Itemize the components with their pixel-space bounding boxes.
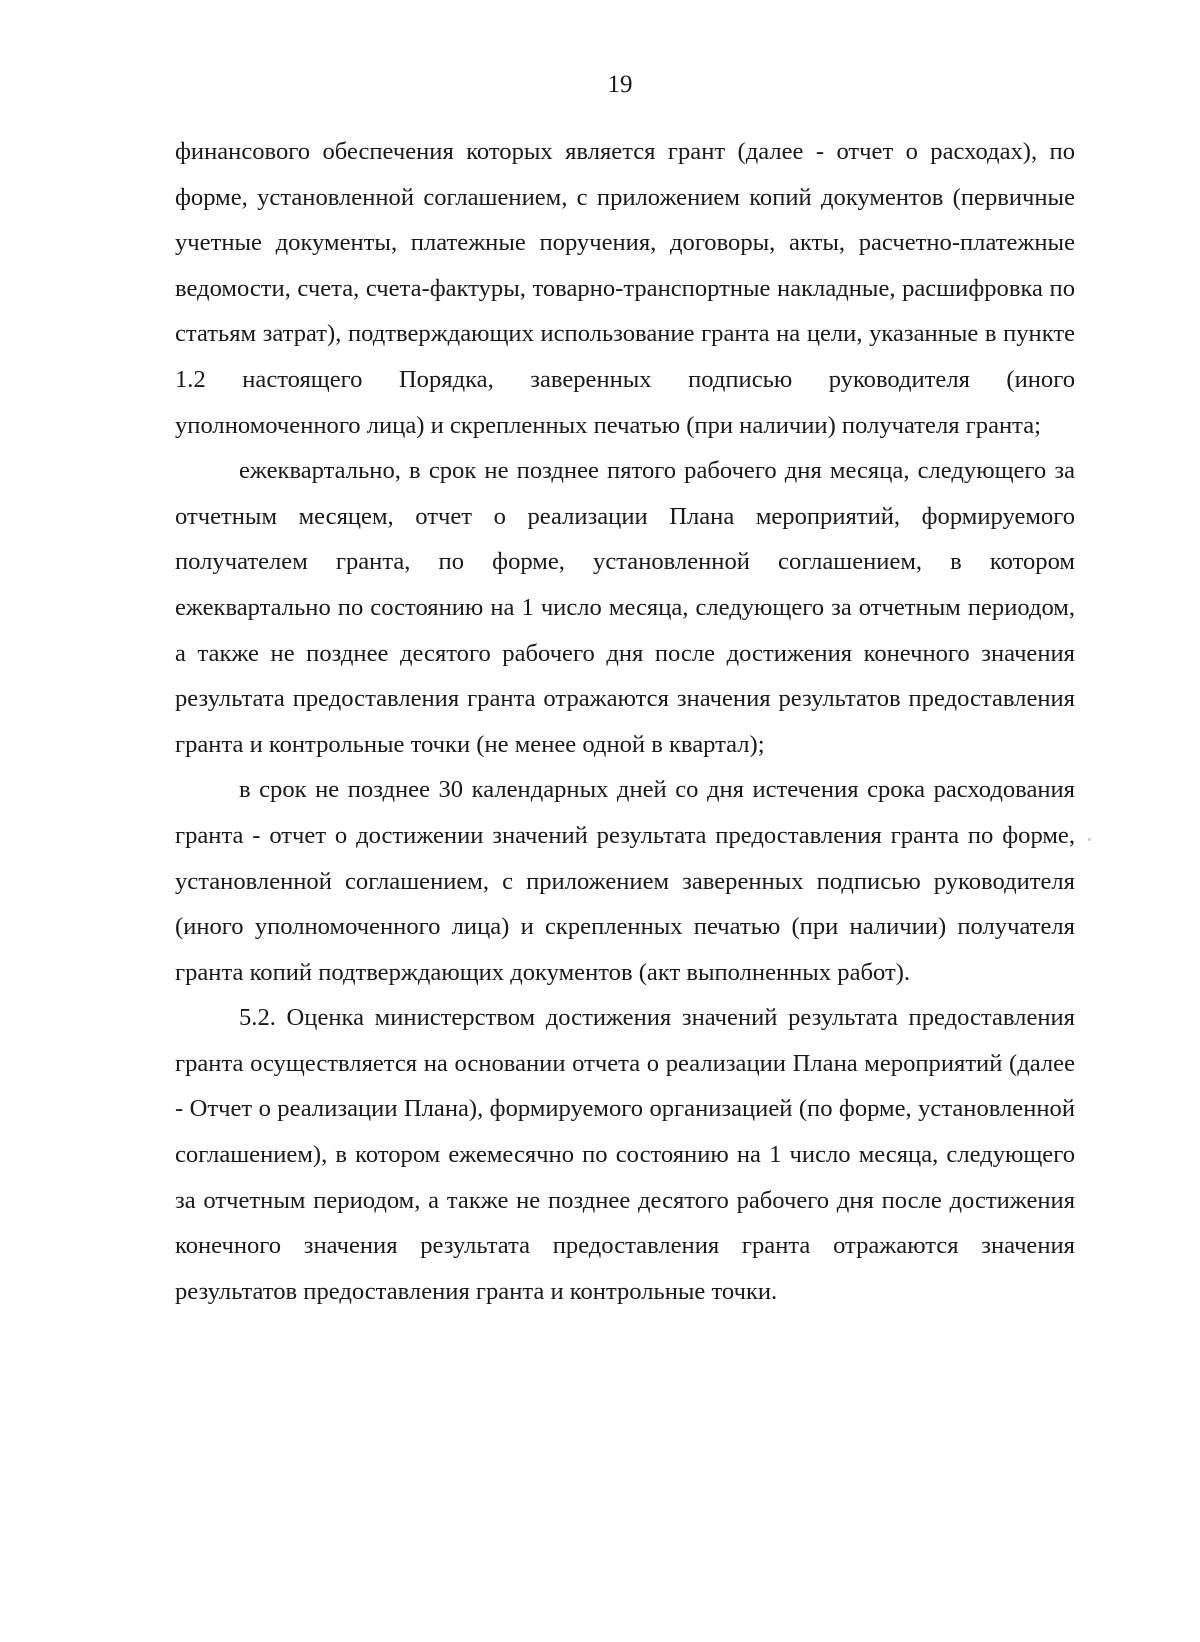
- paragraph-results-report: в срок не позднее 30 календарных дней со дня истечения срока расходования гранта - отчет о достижении значений результата предоставления гранта по форме, установленной соглашением, с приложением заверенных подписью руководителя (иного уполномоченного лица) и скрепленных печатью (при наличии) получателя гранта копий подтверждающих документов (акт выполненных работ).: [175, 776, 1075, 986]
- scan-speck: [1088, 838, 1091, 841]
- page-number: 19: [607, 71, 633, 98]
- paragraph-quarterly-report: ежеквартально, в срок не позднее пятого рабочего дня месяца, следующего за отчетным месяцем, отчет о реализации Плана мероприятий, формируемого получателем гранта, по форме, установленной соглашением, в котором ежеквартально по состоянию на 1 число месяца, следующего за отчетным периодом, а также не позднее десятого рабочего дня после достижения конечного значения результата предоставления гранта отражаются значения результатов предоставления гранта и контрольные точки (не менее одной в квартал);: [175, 457, 1075, 758]
- paragraph-expense-report-continued: финансового обеспечения которых является грант (далее - отчет о расходах), по форме, установленной соглашением, с приложением копий документов (первичные учетные документы, платежные поручения, договоры, акты, расчетно-платежные ведомости, счета, счета-фактуры, товарно-транспортные накладные, расшифровка по статьям затрат), подтверждающих использование гранта на цели, указанные в пункте 1.2 настоящего Порядка, заверенных подписью руководителя (иного уполномоченного лица) и скрепленных печатью (при наличии) получателя гранта;: [175, 138, 1075, 439]
- body-text: [175, 129, 1075, 1314]
- paragraph-section-5-2: 5.2. Оценка министерством достижения значений результата предоставления гранта осуществляется на основании отчета о реализации Плана мероприятий (далее - Отчет о реализации Плана), формируемого организацией (по форме, установленной соглашением), в котором ежемесячно по состоянию на 1 число месяца, следующего за отчетным периодом, а также не позднее десятого рабочего дня после достижения конечного значения результата предоставления гранта отражаются значения результатов предоставления гранта и контрольные точки.: [175, 1004, 1075, 1305]
